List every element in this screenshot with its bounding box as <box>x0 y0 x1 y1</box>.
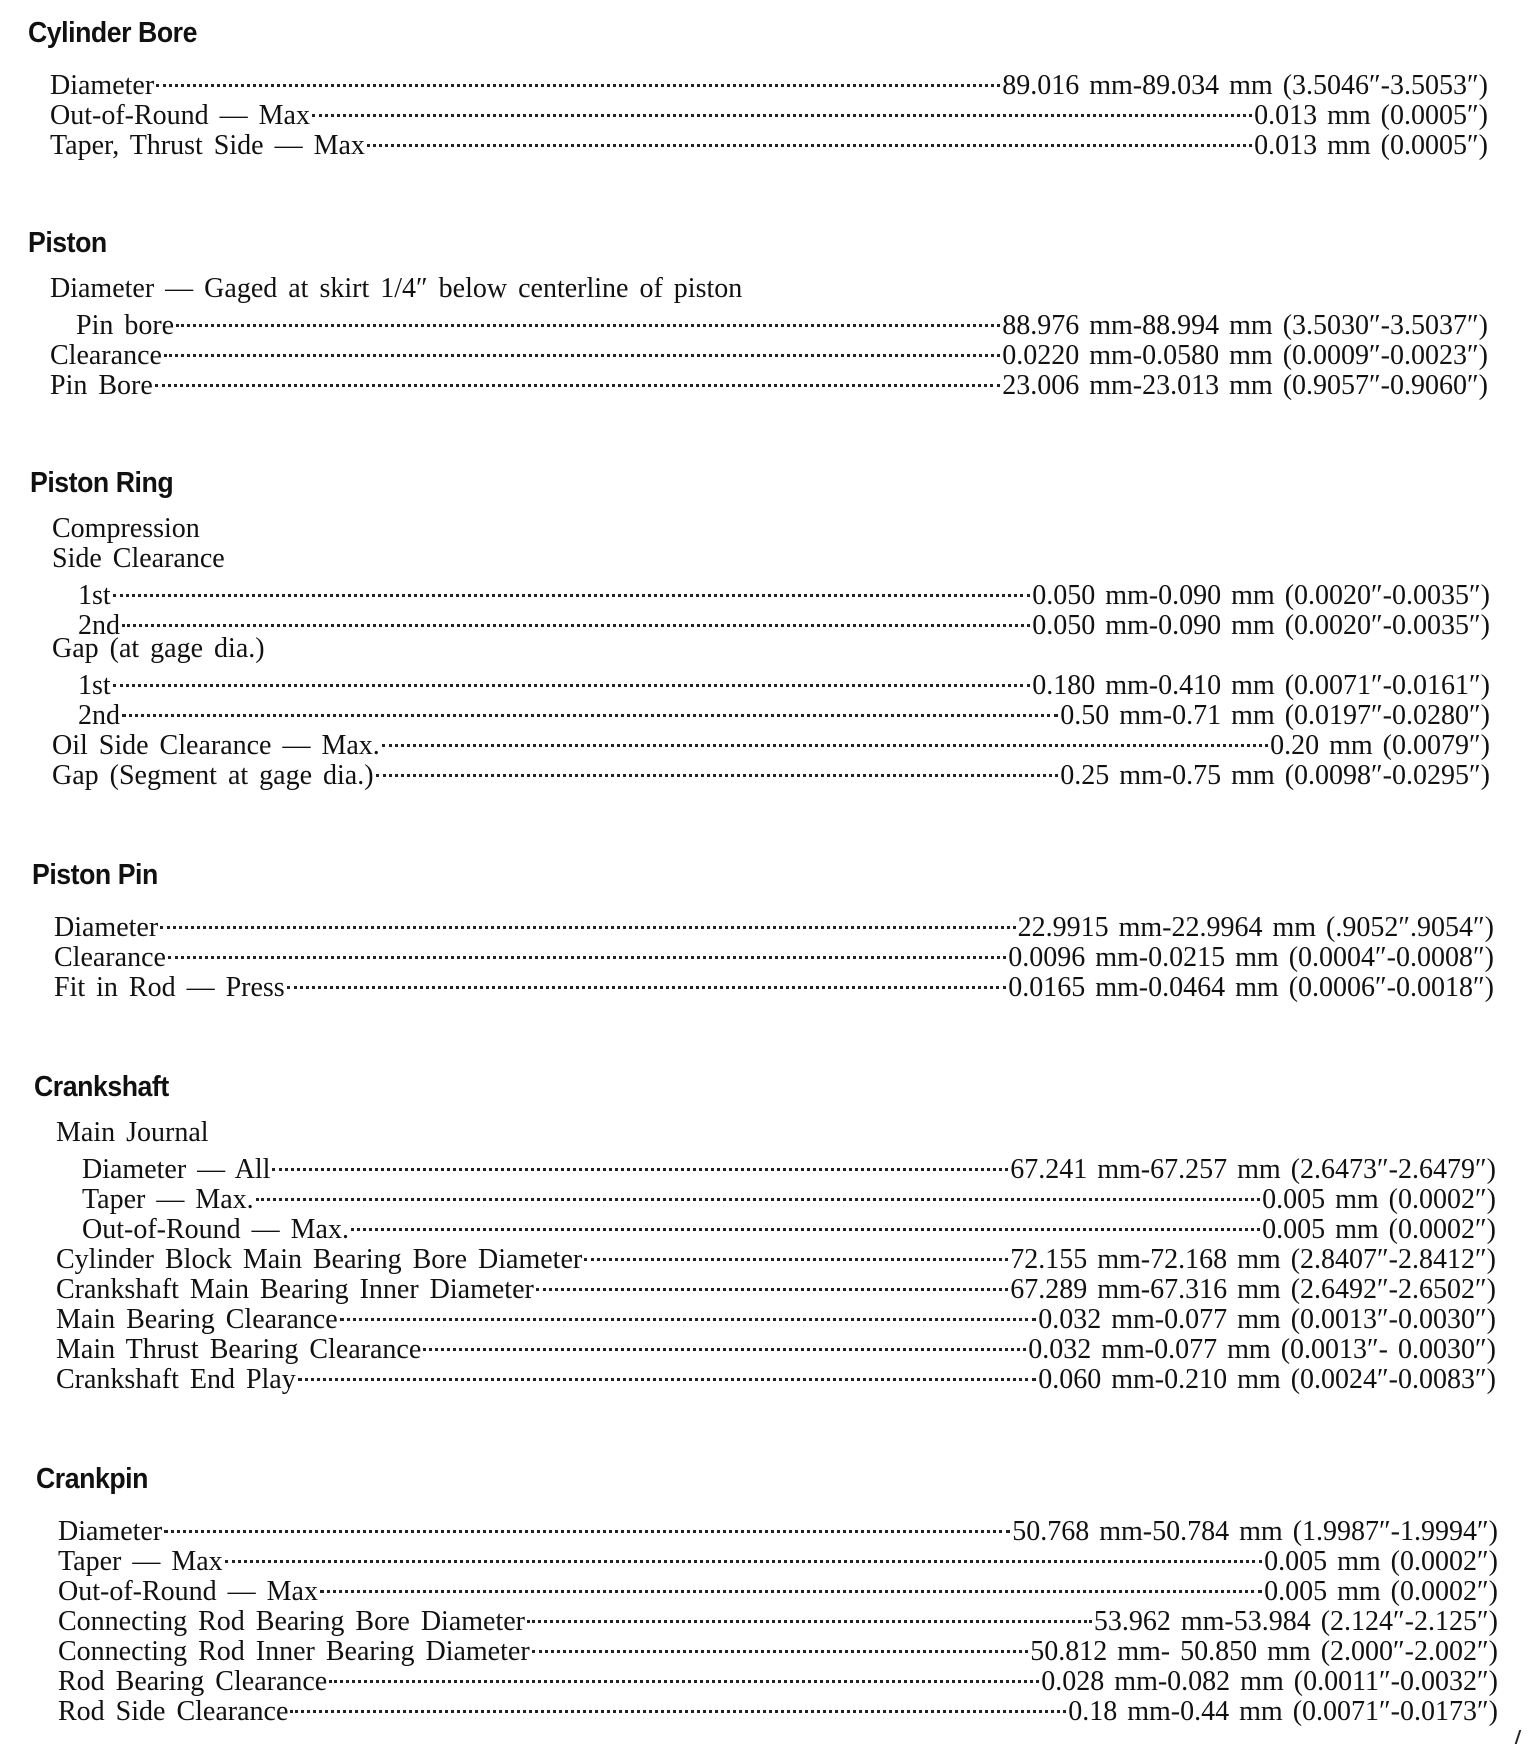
spec-label: Clearance <box>54 942 166 973</box>
dot-leader <box>367 124 1252 154</box>
spec-value: 0.060 mm-0.210 mm (0.0024″-0.0083″) <box>1038 1364 1496 1395</box>
dot-leader <box>423 1328 1026 1358</box>
spec-label: Oil Side Clearance — Max. <box>52 730 380 761</box>
spec-label: Side Clearance <box>52 543 225 574</box>
spec-row <box>50 274 1488 304</box>
dot-leader <box>298 1358 1037 1388</box>
spec-label: Crankshaft Main Bearing Inner Diameter <box>56 1274 534 1305</box>
spec-label: Compression <box>52 513 200 544</box>
dot-leader <box>312 94 1252 124</box>
spec-value: 0.18 mm-0.44 mm (0.0071″-0.0173″) <box>1068 1696 1498 1727</box>
spec-label: Main Journal <box>56 1117 209 1148</box>
spec-value: 0.028 mm-0.082 mm (0.0011″-0.0032″) <box>1041 1666 1498 1697</box>
spec-label: Diameter — Gaged at skirt 1/4″ below centerline of piston <box>50 273 743 304</box>
spec-value: 88.976 mm-88.994 mm (3.5030″-3.5037″) <box>1002 310 1488 341</box>
spec-label: Diameter <box>54 912 159 943</box>
spec-label: Diameter <box>58 1516 163 1547</box>
spec-row <box>54 906 1494 943</box>
dot-leader <box>113 664 1031 694</box>
spec-label: Main Thrust Bearing Clearance <box>56 1334 422 1365</box>
spec-value: 0.050 mm-0.090 mm (0.0020″-0.0035″) <box>1032 580 1490 611</box>
dot-leader <box>122 694 1058 724</box>
spec-value: 67.241 mm-67.257 mm (2.6473″-2.6479″) <box>1010 1154 1496 1185</box>
spec-label: Rod Bearing Clearance <box>58 1666 328 1697</box>
spec-value: 0.032 mm-0.077 mm (0.0013″-0.0030″) <box>1038 1304 1496 1335</box>
dot-leader <box>272 1148 1008 1178</box>
spec-label: Gap (at gage dia.) <box>52 633 265 664</box>
spec-label: Clearance <box>50 340 162 371</box>
spec-label: Out-of-Round — Max <box>58 1576 318 1607</box>
section-title: Piston <box>28 227 107 259</box>
spec-value: 50.768 mm-50.784 mm (1.9987″-1.9994″) <box>1012 1516 1498 1547</box>
dot-leader <box>584 1238 1008 1268</box>
spec-value: 0.50 mm-0.71 mm (0.0197″-0.0280″) <box>1060 700 1490 731</box>
section-crankshaft <box>34 1070 1496 1395</box>
spec-value: 0.013 mm (0.0005″) <box>1254 100 1488 131</box>
spec-value: 0.005 mm (0.0002″) <box>1264 1576 1498 1607</box>
spec-row <box>58 1510 1498 1547</box>
spec-value: 89.016 mm-89.034 mm (3.5046″-3.5053″) <box>1002 70 1488 101</box>
dot-leader <box>164 1510 1010 1540</box>
section-title: Crankshaft <box>34 1071 169 1103</box>
spec-value: 22.9915 mm-22.9964 mm (.9052″.9054″) <box>1017 912 1494 943</box>
dot-leader <box>160 906 1015 936</box>
section-crankpin <box>36 1462 1498 1727</box>
spec-label: Gap (Segment at gage dia.) <box>52 760 374 791</box>
spec-row <box>56 1118 1496 1148</box>
spec-value: 0.032 mm-0.077 mm (0.0013″- 0.0030″) <box>1028 1334 1496 1365</box>
spec-label: Out-of-Round — Max <box>50 100 310 131</box>
dot-leader <box>225 1540 1262 1570</box>
dot-leader <box>156 64 1000 94</box>
dot-leader <box>176 304 1000 334</box>
dot-leader <box>122 604 1030 634</box>
section-cylinder-bore <box>28 16 1488 161</box>
spec-label: 2nd <box>78 610 120 641</box>
spec-value: 0.0220 mm-0.0580 mm (0.0009″-0.0023″) <box>1002 340 1488 371</box>
dot-leader <box>376 754 1059 784</box>
spec-label: Taper, Thrust Side — Max <box>50 130 365 161</box>
spec-label: Out-of-Round — Max. <box>82 1214 349 1245</box>
spec-label: Fit in Rod — Press <box>54 972 285 1003</box>
spec-label: Connecting Rod Inner Bearing Diameter <box>58 1636 530 1667</box>
spec-value: 0.20 mm (0.0079″) <box>1270 730 1490 761</box>
spec-value: 0.013 mm (0.0005″) <box>1254 130 1488 161</box>
section-title: Crankpin <box>36 1463 148 1495</box>
dot-leader <box>113 574 1031 604</box>
spec-label: Pin bore <box>76 310 175 341</box>
section-piston <box>28 226 1488 401</box>
section-piston-ring <box>30 466 1490 791</box>
spec-value: 50.812 mm- 50.850 mm (2.000″-2.002″) <box>1030 1636 1498 1667</box>
section-title: Cylinder Bore <box>28 17 197 49</box>
spec-row <box>50 304 1488 341</box>
spec-label: Diameter <box>50 70 155 101</box>
dot-leader <box>340 1298 1037 1328</box>
spec-value: 23.006 mm-23.013 mm (0.9057″-0.9060″) <box>1002 370 1488 401</box>
dot-leader <box>168 936 1006 966</box>
section-title: Piston Ring <box>30 467 174 499</box>
spec-row <box>52 544 1490 574</box>
dot-leader <box>532 1630 1029 1660</box>
spec-row <box>52 574 1490 611</box>
spec-label: Diameter — All <box>82 1154 271 1185</box>
spec-label: 1st <box>78 670 111 701</box>
dot-leader <box>351 1208 1260 1238</box>
spec-label: 2nd <box>78 700 120 731</box>
dot-leader <box>287 966 1007 996</box>
spec-value: 0.005 mm (0.0002″) <box>1262 1184 1496 1215</box>
spec-value: 0.050 mm-0.090 mm (0.0020″-0.0035″) <box>1032 610 1490 641</box>
dot-leader <box>382 724 1268 754</box>
spec-row <box>52 514 1490 544</box>
dot-leader <box>536 1268 1008 1298</box>
dot-leader <box>164 334 1000 364</box>
spec-label: Crankshaft End Play <box>56 1364 296 1395</box>
spec-label: 1st <box>78 580 111 611</box>
spec-value: 67.289 mm-67.316 mm (2.6492″-2.6502″) <box>1010 1274 1496 1305</box>
spec-value: 0.0096 mm-0.0215 mm (0.0004″-0.0008″) <box>1008 942 1494 973</box>
spec-label: Connecting Rod Bearing Bore Diameter <box>58 1606 525 1637</box>
dot-leader <box>155 364 1000 394</box>
section-piston-pin <box>32 858 1494 1003</box>
scan-mark <box>1515 1730 1526 1744</box>
spec-value: 0.180 mm-0.410 mm (0.0071″-0.0161″) <box>1032 670 1490 701</box>
spec-label: Pin Bore <box>50 370 153 401</box>
spec-value: 0.0165 mm-0.0464 mm (0.0006″-0.0018″) <box>1008 972 1494 1003</box>
spec-value: 53.962 mm-53.984 (2.124″-2.125″) <box>1093 1606 1498 1637</box>
spec-label: Taper — Max. <box>82 1184 254 1215</box>
dot-leader <box>329 1660 1039 1690</box>
spec-label: Cylinder Block Main Bearing Bore Diameter <box>56 1244 583 1275</box>
spec-value: 72.155 mm-72.168 mm (2.8407″-2.8412″) <box>1010 1244 1496 1275</box>
dot-leader <box>320 1570 1262 1600</box>
spec-label: Rod Side Clearance <box>58 1696 289 1727</box>
spec-label: Main Bearing Clearance <box>56 1304 338 1335</box>
spec-value: 0.005 mm (0.0002″) <box>1262 1214 1496 1245</box>
spec-value: 0.005 mm (0.0002″) <box>1264 1546 1498 1577</box>
spec-row <box>56 1148 1496 1185</box>
dot-leader <box>256 1178 1260 1208</box>
spec-row <box>52 664 1490 701</box>
spec-row <box>50 64 1488 101</box>
spec-value: 0.25 mm-0.75 mm (0.0098″-0.0295″) <box>1060 760 1490 791</box>
section-title: Piston Pin <box>32 859 158 891</box>
dot-leader <box>527 1600 1092 1630</box>
dot-leader <box>290 1690 1066 1720</box>
spec-label: Taper — Max <box>58 1546 223 1577</box>
